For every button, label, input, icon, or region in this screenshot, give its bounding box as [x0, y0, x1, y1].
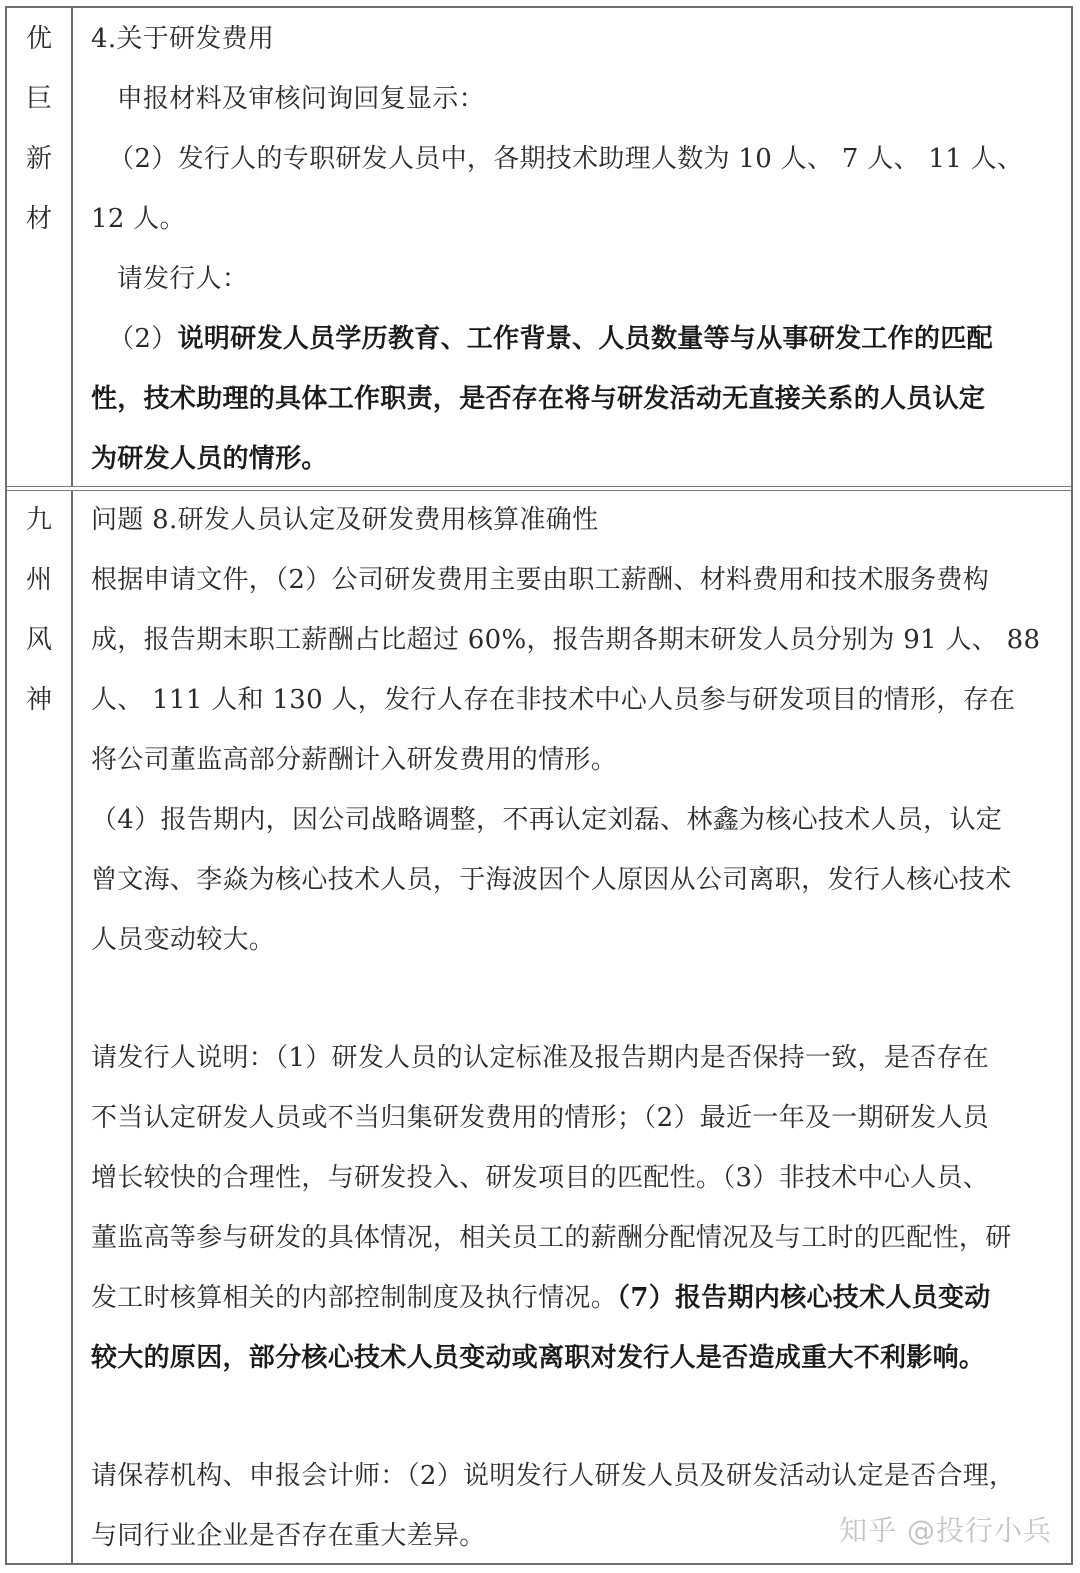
text-prefix: （2）: [91, 324, 178, 354]
text-prefix: 发工时核算相关的内部控制制度及执行情况。: [91, 1283, 618, 1313]
bold-text-line: 较大的原因，部分核心技术人员变动或离职对发行人是否造成重大不利影响。: [91, 1343, 986, 1373]
company-char: 神: [25, 685, 52, 715]
company-char: 九: [25, 505, 52, 535]
text-line: [91, 1283, 1061, 1313]
company-char: 材: [25, 204, 52, 234]
company-char: 风: [25, 625, 52, 655]
text-line: （4）报告期内，因公司战略调整，不再认定刘磊、林鑫为核心技术人员，认定: [91, 805, 1003, 835]
section-heading: 4.关于研发费用: [91, 24, 275, 54]
text-line: 不当认定研发人员或不当归集研发费用的情形；（2）最近一年及一期研发人员: [91, 1103, 990, 1133]
text-line: 请发行人说明：（1）研发人员的认定标准及报告期内是否保持一致，是否存在: [91, 1043, 990, 1073]
text-line: 曾文海、李焱为核心技术人员，于海波因个人原因从公司离职，发行人核心技术: [91, 865, 1012, 895]
text-line: 将公司董监高部分薪酬计入研发费用的情形。: [91, 745, 618, 775]
bold-text: （7）报告期内核心技术人员变动: [617, 1283, 991, 1313]
table-row-jiuzhou: [7, 490, 1071, 1563]
text-line: 增长较快的合理性，与研发投入、研发项目的匹配性。（3）非技术中心人员、: [91, 1163, 990, 1193]
inquiry-content-cell: [75, 8, 1071, 486]
company-name-cell: [7, 491, 73, 1563]
inquiry-content-cell: [75, 491, 1071, 1563]
company-char: 新: [25, 144, 52, 174]
bold-text-line: 为研发人员的情形。: [91, 444, 328, 474]
section-heading: 问题 8.研发人员认定及研发费用核算准确性: [91, 505, 599, 535]
text-line: 人员变动较大。: [91, 925, 276, 955]
bold-text: 说明研发人员学历教育、工作背景、人员数量等与从事研发工作的匹配: [177, 324, 993, 354]
text-line: 申报材料及审核问询回复显示：: [91, 84, 485, 114]
company-char: 巨: [25, 84, 52, 114]
text-line: 董监高等参与研发的具体情况，相关员工的薪酬分配情况及与工时的匹配性，研: [91, 1223, 1012, 1253]
text-line: 请发行人：: [91, 264, 249, 294]
text-line: 12 人。: [91, 204, 186, 234]
table-row-youju: [7, 8, 1071, 487]
bold-text-line: 性，技术助理的具体工作职责，是否存在将与研发活动无直接关系的人员认定: [91, 384, 986, 414]
text-line: 成，报告期末职工薪酬占比超过 60%，报告期各期末研发人员分别为 91 人、 88: [91, 625, 1041, 655]
company-char: 州: [25, 565, 52, 595]
text-line: [91, 324, 1061, 354]
text-line: （2）发行人的专职研发人员中，各期技术助理人数为 10 人、 7 人、 11 人、: [91, 144, 1024, 174]
text-line: 请保荐机构、申报会计师：（2）说明发行人研发人员及研发活动认定是否合理，: [91, 1461, 1016, 1491]
text-line: 根据申请文件，（2）公司研发费用主要由职工薪酬、材料费用和技术服务费构: [91, 565, 990, 595]
text-line: 人、 111 人和 130 人，发行人存在非技术中心人员参与研发项目的情形，存在: [91, 685, 1016, 715]
text-line: 与同行业企业是否存在重大差异。: [91, 1521, 486, 1551]
company-name-cell: [7, 8, 73, 486]
company-char: 优: [25, 24, 52, 54]
comparison-table: [5, 6, 1073, 1565]
watermark: 知乎 @投行小兵: [839, 1514, 1052, 1547]
